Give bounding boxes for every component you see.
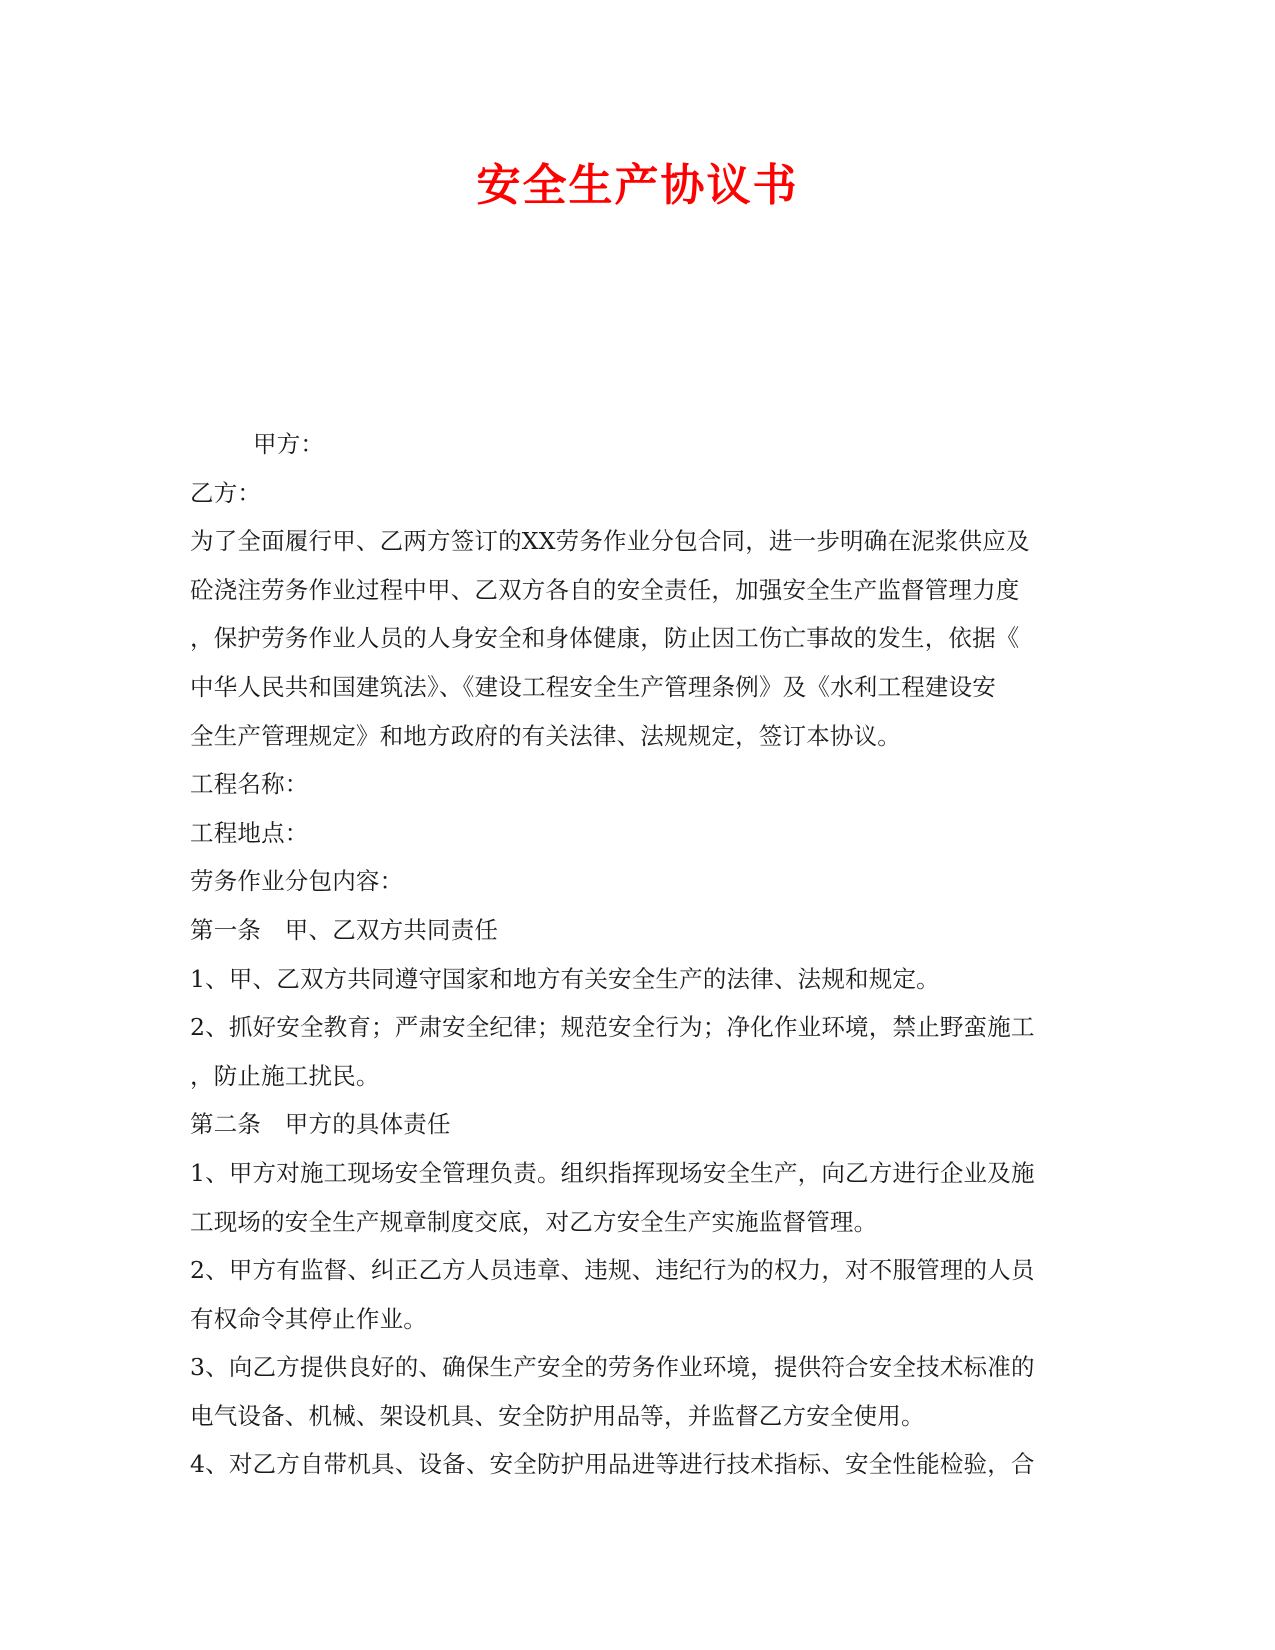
article-clause: 1、甲方对施工现场安全管理负责。组织指挥现场安全生产，向乙方进行企业及施 (190, 1158, 1035, 1187)
party-a-line: 甲方： (253, 430, 325, 458)
paragraph-line: 为了全面履行甲、乙两方签订的XX劳务作业分包合同，进一步明确在泥浆供应及 (190, 527, 1030, 556)
document-title: 安全生产协议书 (476, 160, 799, 211)
article-clause: 电气设备、机械、架设机具、安全防护用品等，并监督乙方安全使用。 (190, 1401, 925, 1430)
project-location-line: 工程地点： (190, 818, 309, 847)
paragraph-line: 全生产管理规定》和地方政府的有关法律、法规规定，签订本协议。 (190, 721, 901, 750)
project-name-line: 工程名称： (190, 770, 309, 799)
article-clause: 2、甲方有监督、纠正乙方人员违章、违规、违纪行为的权力，对不服管理的人员 (190, 1256, 1035, 1285)
party-b-line: 乙方： (190, 478, 262, 507)
paragraph-line: 中华人民共和国建筑法》、《建设工程安全生产管理条例》及《水利工程建设安 (190, 672, 996, 701)
subcontract-content-line: 劳务作业分包内容： (190, 867, 404, 896)
article-clause: 有权命令其停止作业。 (190, 1304, 427, 1333)
article-clause: 1、甲、乙双方共同遵守国家和地方有关安全生产的法律、法规和规定。 (190, 964, 940, 993)
article-heading: 第二条 甲方的具体责任 (190, 1110, 451, 1139)
article-clause: ，防止施工扰民。 (190, 1061, 380, 1090)
paragraph-line: ，保护劳务作业人员的人身安全和身体健康，防止因工伤亡事故的发生，依据《 (190, 624, 1020, 653)
article-clause: 2、抓好安全教育；严肃安全纪律；规范安全行为；净化作业环境，禁止野蛮施工 (190, 1013, 1035, 1042)
paragraph-line: 砼浇注劳务作业过程中甲、乙双方各自的安全责任，加强安全生产监督管理力度 (190, 575, 1020, 604)
document-body (190, 420, 1080, 1489)
article-clause: 4、对乙方自带机具、设备、安全防护用品进等进行技术指标、安全性能检验，合 (190, 1450, 1035, 1479)
article-clause: 3、向乙方提供良好的、确保生产安全的劳务作业环境，提供符合安全技术标准的 (190, 1353, 1035, 1382)
article-heading: 第一条 甲、乙双方共同责任 (190, 915, 499, 944)
article-clause: 工现场的安全生产规章制度交底，对乙方安全生产实施监督管理。 (190, 1207, 878, 1236)
